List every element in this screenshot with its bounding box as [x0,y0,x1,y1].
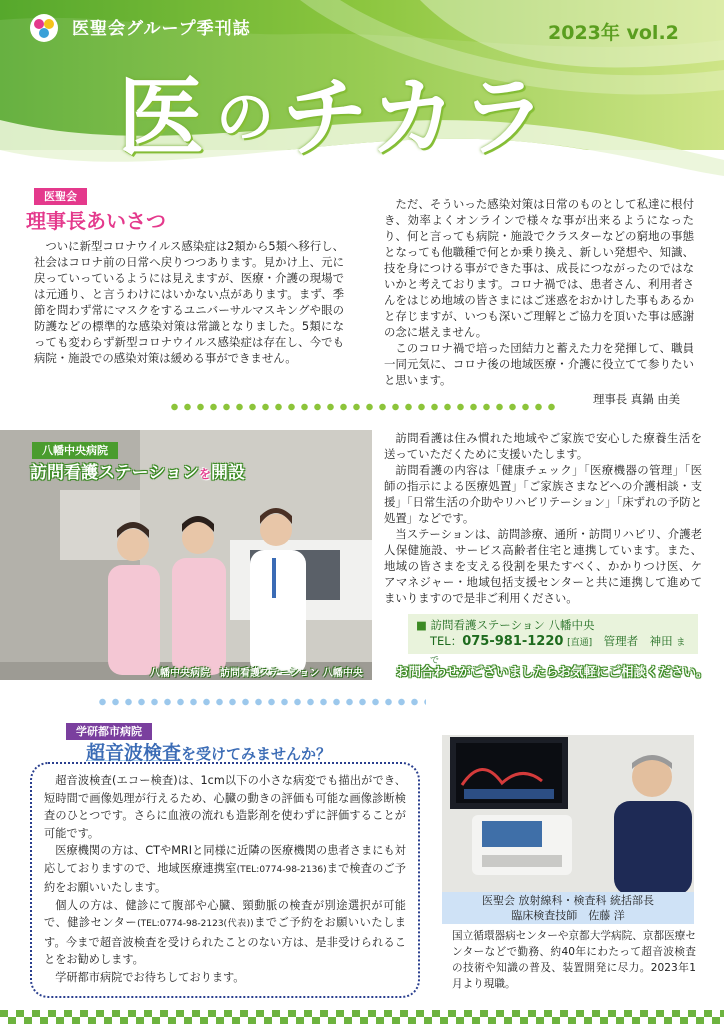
ultrasound-paragraph [44,897,406,969]
station-photo [0,430,372,680]
ultrasound-heading-tail: を受けてみませんか？ [181,745,332,763]
greeting-paragraph: このコロナ禍で培った団結力と蓄えた力を発揮して、職員一同元気に、コロナ後の地域医療・介護に役立てて参りたいと思います。 [384,341,694,387]
ultrasound-heading [86,738,331,765]
station-paragraph: 訪問看護は住み慣れた地域やご家族で安心した療養生活を送っていただくために支援いたします。 [384,431,702,461]
station-paragraph: 訪問看護の内容は「健康チェック」「医療機器の管理」「医師の指示による医療処置」「ご家族さまなどへの介護相談・支援」「日常生活の介助やリハビリテーション」「床ずれの予防と処置」などです。 [384,463,702,525]
square-bullet-icon: ■ [416,618,427,632]
ultrasound-profile: 国立循環器病センターや京都大学病院、京都医療センターなどで勤務、約40年にわたって超音波検査の技術や知識の普及、装置開発に尽力。2023年1月より現職。 [452,930,696,990]
magazine-title [118,48,551,168]
station-paragraph: 当ステーションは、訪問診療、通所・訪問リハビリ、介護老人保健施設、サービス高齢者住宅と連携しています。また、地域の皆さまを支える役割を果たすべく、かかりつけ医、ケアマネジャー・地域包括支援センターと共に連携して進めてまいりますので是非ご利用ください。 [384,527,702,605]
ultrasound-p3-tel: (TEL:0774-98-2123(代表)) [137,919,254,929]
title-char-2: の [216,83,275,151]
station-tag: 八幡中央病院 [32,442,118,459]
ultrasound-paragraph [44,842,406,897]
contact-manager-suffix: まで [430,638,686,666]
ultrasound-p2-tel: (TEL:0774-98-2136) [236,864,327,875]
issue-number: 2023年 vol.2 [548,22,679,44]
group-title: 医聖会グループ季刊誌 [72,19,251,39]
greeting-column-2 [384,196,694,407]
ultrasound-heading-main: 超音波検査 [86,742,182,764]
station-inquiry: お問合わせがございましたらお気軽にご相談ください。 [396,664,709,679]
contact-manager: 管理者 神田 [603,634,673,648]
greeting-tag: 医聖会 [34,188,87,205]
masthead [0,0,724,190]
greeting-column-1 [34,238,344,366]
divider-dots-blue [96,698,426,706]
caption-line-2: 臨床検査技師 佐藤 洋 [511,909,625,922]
ultrasound-p2-tail: まで検査のご予約をお願いいたします。 [44,861,406,894]
contact-name: 訪問看護ステーション 八幡中央 [430,618,595,632]
contact-tel-note: [直通] [567,638,593,648]
greeting-heading: 理事長あいさつ [26,209,166,233]
ultrasound-tag: 学研都市病院 [66,723,152,740]
station-contact-box [408,614,698,666]
station-heading-tail: 開設 [211,463,245,483]
station-heading [30,458,245,483]
station-text [384,430,702,606]
ultrasound-photo-caption [442,892,694,924]
greeting-signature: 理事長 真鍋 由美 [593,392,680,406]
title-char-3: チカラ [282,67,551,168]
station-photo-caption: 八幡中央病院 訪問看護ステーション 八幡中央 [150,668,363,679]
ultrasound-text-box [30,762,420,998]
greeting-paragraph: ただ、そういった感染対策は日常のものとして私達に根付き、効率よくオンラインで様々な事が出来るようになったり、何と言っても病院・施設でクラスターなどの窮地の事態となっても他職種で何とか乗り換え、新しい発想や、知識、技を身につける事ができた事は、成長につながったのではないかと考えております。コロナ禍では、患者さん、利用者さんをはじめ地域の皆さまにはご迷惑をおかけした事もあるかと存じますが、いつも深いご理解とご協力を頂いた事は感謝の念に堪えません。 [384,197,694,339]
station-heading-particle: を [198,467,211,481]
ultrasound-photo [442,735,694,895]
divider-dots-green [168,403,558,411]
station-heading-main: 訪問看護ステーション [30,463,199,483]
ultrasound-paragraph: 超音波検査(エコー検査)は、1cm以下の小さな病変でも描出ができ、短時間で画像処理が行えるため、心臓の動きの評価も可能な画像診断検査のひとつです。さらに血液の流れも造影剤を使わずに評価することが可能です。 [44,774,406,840]
ultrasound-text [32,764,418,986]
ultrasound-p3-tail: までご予約をお願いいたします。今まで超音波検査を受けられたことのない方は、是非受けられることをお勧めします。 [44,916,406,966]
ultrasound-p2-text: 医療機関の方は、CTやMRIと同様に近隣の医療機関の患者さまにも対応しておりますので、地域医療連携室 [44,844,406,875]
caption-line-1: 医聖会 放射線科・検査科 統括部長 [482,894,654,907]
ultrasound-photo-illustration [442,735,694,895]
contact-tel-label: TEL： [430,634,463,648]
ultrasound-p3-text: 個人の方は、健診にて腹部や心臓、頸動脈の検査が別途選択が可能で、健診センター [44,898,406,929]
ultrasound-paragraph: 学研都市病院でお待ちしております。 [55,970,245,984]
title-char-1: 医 [118,67,208,168]
contact-tel: 075-981-1220 [462,634,564,649]
footer-checker-row-2 [0,1017,724,1024]
greeting-paragraph: ついに新型コロナウイルス感染症は2類から5類へ移行し、社会はコロナ前の日常へ戻りつつあります。見かけ上、元に戻っていっているようには見えますが、医療・介護の現場では元通り、と言うわけにはいかない点があります。まず、季節を問わず常にマスクをするユニバーサルマスキングや眼の防護などの標準的な感染対策は常識となりました。5類になっても変わらず新型コロナウイルス感染症は存在し、今でも病院・施設での感染対策は緩める事ができません。 [34,239,344,365]
